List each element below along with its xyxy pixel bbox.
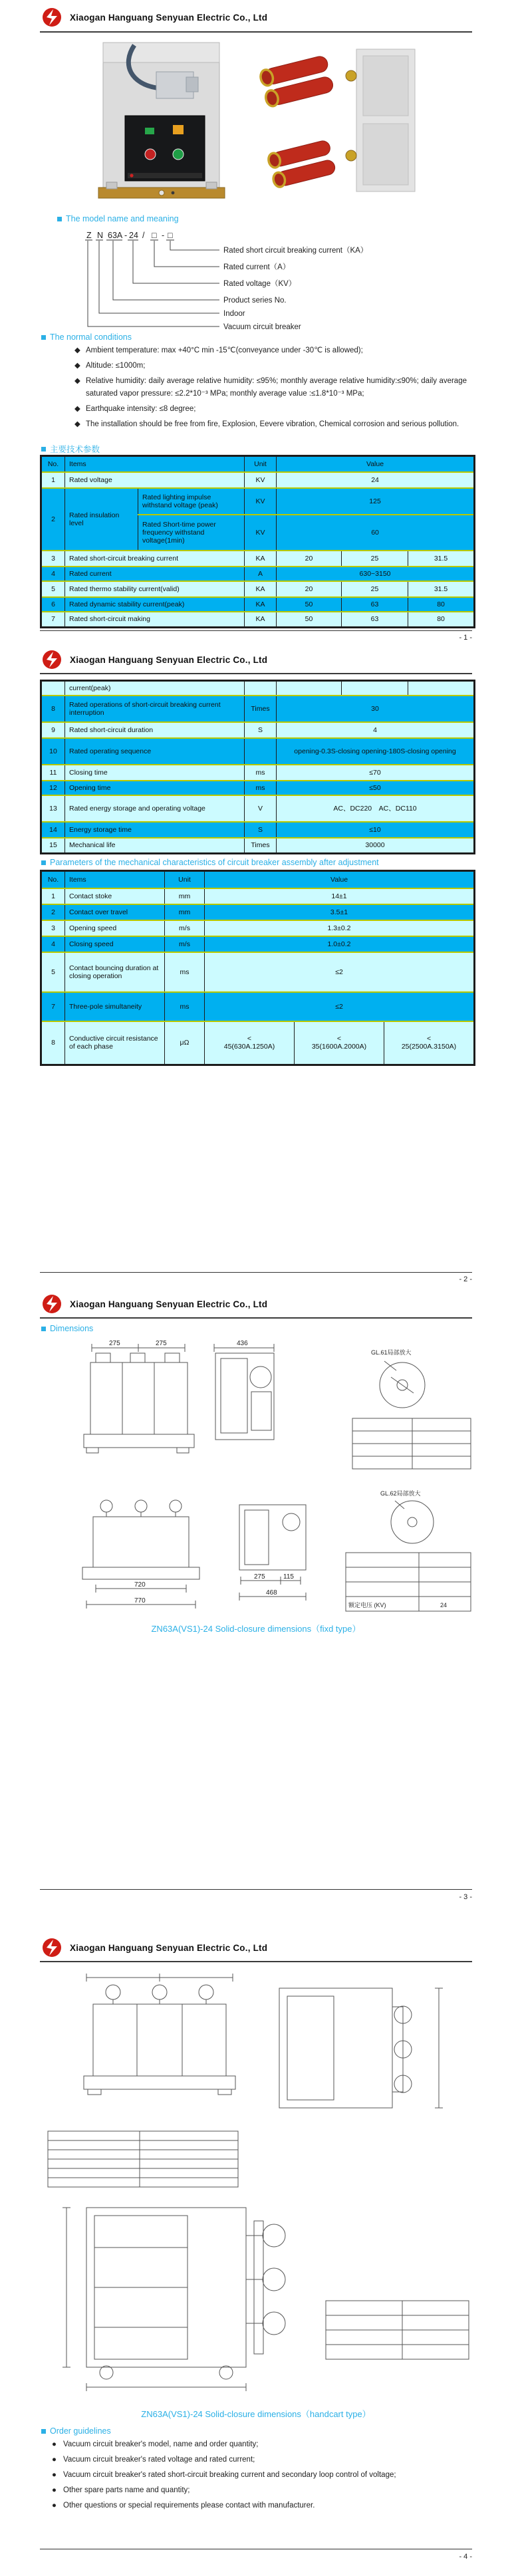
page-number: - 1 - xyxy=(459,634,472,642)
table-row: 5 Rated thermo stability current(valid) KA 20 25 31.5 xyxy=(41,581,475,597)
company-logo-icon xyxy=(40,1937,64,1958)
table-row: No. Items Unit Value xyxy=(41,871,475,888)
table-row: 15 Mechanical life Times 30000 xyxy=(41,838,475,854)
page-number: - 2 - xyxy=(459,1275,472,1283)
detail-view-label: GL.62局部放大 xyxy=(380,1490,421,1497)
table-row: 8 Rated operations of short-circuit breaking current interruption Times 30 xyxy=(41,696,475,722)
company-logo-icon xyxy=(40,1293,64,1315)
table-row: 6 Rated dynamic stability current(peak) KA 50 63 80 xyxy=(41,597,475,612)
spec-label: 额定电压 (KV) xyxy=(348,1602,386,1609)
page-header xyxy=(40,1293,267,1315)
list-item: ◆ Ambient temperature: max +40°C min -15℃(conveyance under -30℃ is allowed); xyxy=(74,344,467,357)
model-label: Rated current（A） xyxy=(223,263,291,271)
list-item: ● Other spare parts name and quantity; xyxy=(52,2484,461,2497)
model-label: Rated voltage（KV） xyxy=(223,280,297,288)
page-number: - 3 - xyxy=(459,1893,472,1901)
company-name: Xiaogan Hanguang Senyuan Electric Co., Ltd xyxy=(70,1942,268,1953)
page-4 xyxy=(0,1932,512,2576)
company-name: Xiaogan Hanguang Senyuan Electric Co., Ltd xyxy=(70,654,268,665)
table-row: 12 Opening time ms ≤50 xyxy=(41,781,475,795)
page-header xyxy=(40,649,267,670)
list-item: ● Vacuum circuit breaker's rated voltage and rated current; xyxy=(52,2454,461,2466)
table-row: 10 Rated operating sequence opening-0.3S-closing opening-180S-closing opening xyxy=(41,738,475,765)
product-photo-side xyxy=(251,37,424,205)
dim-label: 468 xyxy=(266,1589,277,1597)
dimension-drawing-fixed-top xyxy=(40,1337,472,1480)
table-row: 4 Closing speed m/s 1.0±0.2 xyxy=(41,936,475,952)
table-row: 9 Rated short-circuit duration S 4 xyxy=(41,722,475,738)
dot-bullet-icon: ● xyxy=(52,2471,57,2479)
table-row: 13 Rated energy storage and operating voltage V AC、DC220 AC、DC110 xyxy=(41,795,475,822)
model-label: Product series No. xyxy=(223,297,287,305)
table-row: No. Items Unit Value xyxy=(41,456,475,472)
model-label: Vacuum circuit breaker xyxy=(223,323,301,331)
dim-label: 275 xyxy=(109,1340,120,1347)
dot-bullet-icon: ● xyxy=(52,2502,57,2510)
dim-label: 275 xyxy=(156,1340,167,1347)
svg-text:/: / xyxy=(142,231,145,240)
model-seg-series: 63A xyxy=(108,231,123,240)
section-model-title: The model name and meaning xyxy=(57,214,179,223)
dim-label: 720 xyxy=(134,1581,146,1589)
tech-table-part1 xyxy=(40,455,475,628)
tech-table-part2 xyxy=(40,680,475,854)
diamond-bullet-icon: ◆ xyxy=(74,362,80,370)
table-row: 7 Rated short-circuit making KA 50 63 80 xyxy=(41,612,475,628)
dimension-drawing-handcart xyxy=(40,1968,472,2404)
page-header xyxy=(40,1937,267,1958)
svg-text:-: - xyxy=(162,231,165,240)
section-bullet-icon xyxy=(41,2429,46,2434)
diamond-bullet-icon: ◆ xyxy=(74,420,80,428)
section-order-title: Order guidelines xyxy=(41,2426,111,2436)
mech-table xyxy=(40,870,475,1066)
model-label: Indoor xyxy=(223,310,245,318)
section-bullet-icon xyxy=(41,860,46,865)
company-logo-icon xyxy=(40,7,64,28)
list-item: ● Vacuum circuit breaker's rated short-circuit breaking current and secondary loop control of voltage; xyxy=(52,2469,461,2482)
table-row: 5 Contact bouncing duration at closing operation ms ≤2 xyxy=(41,952,475,992)
table-row: Rated Short-time power frequency withstand voltage(1min) KV 60 xyxy=(41,515,475,551)
footer-rule xyxy=(40,1889,472,1890)
dot-bullet-icon: ● xyxy=(52,2440,57,2448)
table-row: 3 Opening speed m/s 1.3±0.2 xyxy=(41,920,475,936)
dot-bullet-icon: ● xyxy=(52,2456,57,2464)
diamond-bullet-icon: ◆ xyxy=(74,405,80,413)
svg-text:-: - xyxy=(124,231,128,240)
model-box2: □ xyxy=(168,231,173,240)
table-row: 8 Conductive circuit resistance of each phase μΩ < 45(630A.1250A) < 35(1600A.2000A) < 25(2500A.3150A) xyxy=(41,1021,475,1065)
section-mech-title: Parameters of the mechanical characteristics of circuit breaker assembly after adjustment xyxy=(41,858,379,867)
model-seg-z: Z xyxy=(86,231,92,240)
header-rule xyxy=(40,1961,472,1962)
table-row: 2 Rated insulation level Rated lighting impulse withstand voltage (peak) KV 125 xyxy=(41,488,475,515)
table-row: 4 Rated current A 630~3150 xyxy=(41,567,475,581)
list-item: ◆ Earthquake intensity: ≤8 degree; xyxy=(74,403,467,416)
page-number: - 4 - xyxy=(459,2553,472,2561)
spec-value: 24 xyxy=(440,1602,448,1609)
diamond-bullet-icon: ◆ xyxy=(74,377,80,385)
table-row: 2 Contact over travel mm 3.5±1 xyxy=(41,904,475,920)
page-header xyxy=(40,7,267,28)
table-row: 1 Contact stoke mm 14±1 xyxy=(41,888,475,904)
company-name: Xiaogan Hanguang Senyuan Electric Co., Ltd xyxy=(70,1299,268,1309)
header-rule xyxy=(40,673,472,674)
section-conditions-title: The normal conditions xyxy=(41,332,132,342)
table-row: 1 Rated voltage KV 24 xyxy=(41,472,475,488)
table-row: 3 Rated short-circuit breaking current KA 20 25 31.5 xyxy=(41,551,475,567)
table-row: 7 Three-pole simultaneity ms ≤2 xyxy=(41,992,475,1021)
list-item: ◆ Altitude: ≤1000m; xyxy=(74,360,467,372)
model-label: Rated short circuit breaking current（KA） xyxy=(223,247,368,255)
section-bullet-icon xyxy=(41,1327,46,1331)
handcart-type-caption: ZN63A(VS1)-24 Solid-closure dimensions（handcart type） xyxy=(141,2409,371,2419)
section-bullet-icon xyxy=(41,447,46,451)
diamond-bullet-icon: ◆ xyxy=(74,346,80,354)
dimension-drawing-fixed-bottom xyxy=(40,1487,472,1620)
model-meaning-diagram xyxy=(40,229,472,332)
dim-label: 436 xyxy=(237,1340,248,1347)
product-photo-front xyxy=(93,37,229,205)
list-item: ● Other questions or special requirements please contact with manufacturer. xyxy=(52,2500,461,2512)
table-row: 11 Closing time ms ≤70 xyxy=(41,765,475,781)
section-tech-title: 主要技术参数 xyxy=(41,443,100,455)
model-seg-voltage: 24 xyxy=(129,231,138,240)
company-logo-icon xyxy=(40,649,64,670)
table-row: current(peak) xyxy=(41,681,475,696)
header-rule xyxy=(40,31,472,33)
list-item: ◆ Relative humidity: daily average relative humidity: ≤95%; monthly average relative humidity:≤90%; daily average saturated vapor pressure: ≤2.2*10⁻³ MPa; monthly average value :≤1.8*10⁻³ MPa; xyxy=(74,375,467,400)
dot-bullet-icon: ● xyxy=(52,2486,57,2494)
dim-label: 115 xyxy=(283,1573,294,1581)
footer-rule xyxy=(40,630,472,631)
header-rule xyxy=(40,1317,472,1319)
page-2 xyxy=(0,644,512,1288)
dim-label: 275 xyxy=(254,1573,265,1581)
page-1 xyxy=(0,0,512,644)
dim-label: 770 xyxy=(134,1597,146,1605)
order-list xyxy=(52,2438,461,2515)
page-3 xyxy=(0,1288,512,1932)
table-row: 14 Energy storage time S ≤10 xyxy=(41,822,475,838)
list-item: ● Vacuum circuit breaker's model, name and order quantity; xyxy=(52,2438,461,2451)
model-box1: □ xyxy=(152,231,157,240)
footer-rule xyxy=(40,1272,472,1273)
section-dimensions-title: Dimensions xyxy=(41,1324,93,1333)
conditions-list xyxy=(74,344,467,434)
fixed-type-caption: ZN63A(VS1)-24 Solid-closure dimensions（fixd type） xyxy=(151,1624,361,1634)
company-name: Xiaogan Hanguang Senyuan Electric Co., Ltd xyxy=(70,12,268,23)
section-bullet-icon xyxy=(41,335,46,340)
list-item: ◆ The installation should be free from fire, Explosion, Eevere vibration, Chemical corrosion and serious pollution. xyxy=(74,418,467,431)
model-seg-n: N xyxy=(97,231,104,240)
detail-view-label: GL.61局部放大 xyxy=(371,1349,412,1356)
section-bullet-icon xyxy=(57,217,62,221)
